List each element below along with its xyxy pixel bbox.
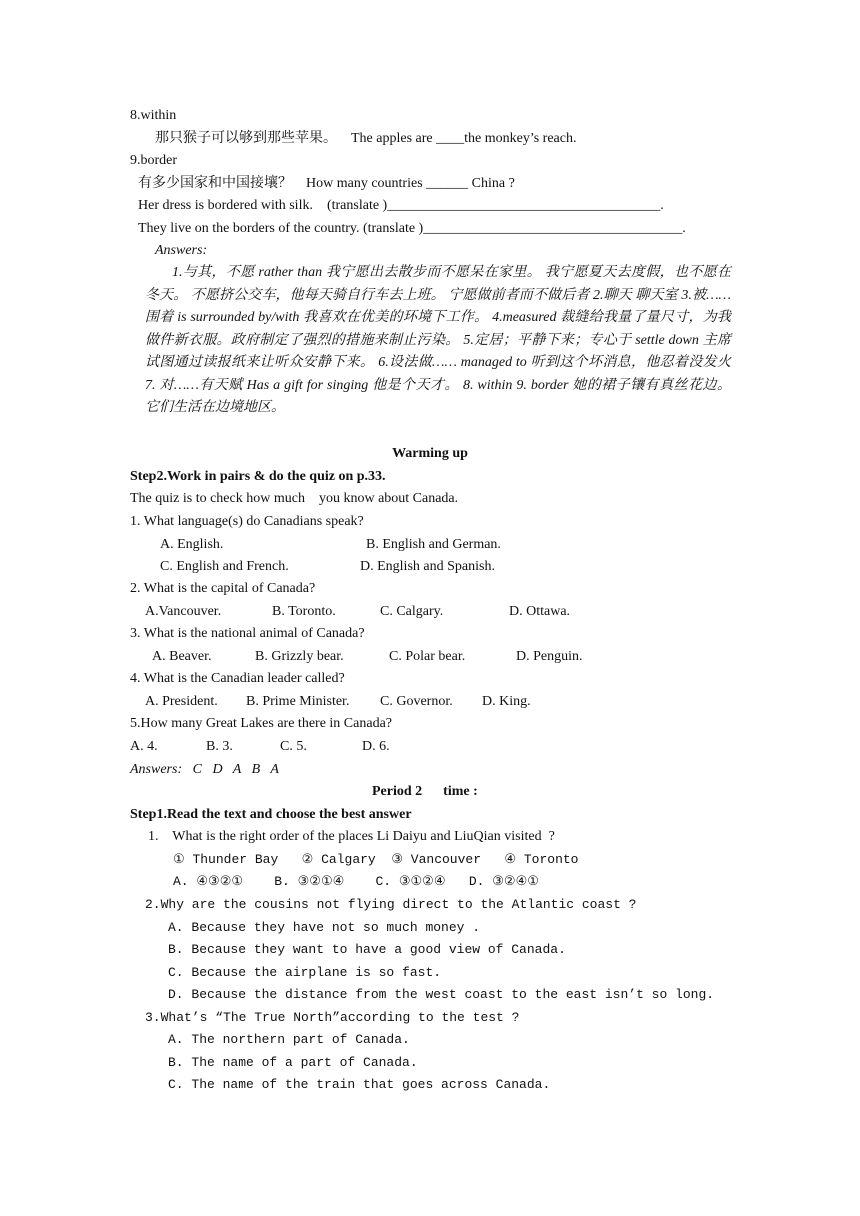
vocab-item-border: 9.border [130,153,178,168]
vocab-answers-label: Answers: [155,243,208,258]
quiz-question-1: 1. What language(s) do Canadians speak? [130,514,364,529]
quiz-question-2: 2. What is the capital of Canada? [130,581,316,596]
quiz-q4-option-b: B. Prime Minister. [246,694,350,709]
quiz-q4-option-a: A. President. [145,694,218,709]
quiz-q3-option-d: D. Penguin. [516,649,583,664]
quiz-q5-option-a: A. 4. [130,739,158,754]
quiz-intro: The quiz is to check how much you know about Canada. [130,491,459,506]
quiz-q1-option-b: B. English and German. [366,537,501,552]
reading-q3-option-b: B. The name of a part of Canada. [168,1055,418,1070]
period2-heading: Period 2 time : [372,784,478,799]
quiz-question-5: 5.How many Great Lakes are there in Canada? [130,716,392,731]
quiz-q4-option-d: D. King. [482,694,531,709]
quiz-q1-option-a: A. English. [160,537,224,552]
reading-question-1: 1. What is the right order of the places Li Daiyu and LiuQian visited ? [148,829,555,844]
reading-q2-option-b: B. Because they want to have a good view of Canada. [168,942,566,957]
vocab-example-border-1: 有多少国家和中国接壤？ How many countries ______ China ? [138,176,515,191]
reading-q2-option-a: A. Because they have not so much money . [168,920,481,935]
quiz-q5-option-c: C. 5. [280,739,307,754]
quiz-q5-option-b: B. 3. [206,739,233,754]
vocab-example-border-3: They live on the borders of the country. (translate )_____________________________________. [138,221,686,236]
quiz-q5-option-d: D. 6. [362,739,390,754]
quiz-answers: Answers: C D A B A [130,762,279,777]
vocab-example-within: 那只猴子可以够到那些苹果。 The apples are ____the monkey’s reach. [155,131,577,146]
reading-q2-option-d: D. Because the distance from the west coast to the east isn’t so long. [168,987,715,1002]
reading-q2-option-c: C. Because the airplane is so fast. [168,965,442,980]
step1-heading: Step1.Read the text and choose the best answer [130,807,412,822]
vocab-item-within: 8.within [130,108,177,123]
quiz-q2-option-c: C. Calgary. [380,604,444,619]
quiz-q3-option-c: C. Polar bear. [389,649,466,664]
quiz-q2-option-a: A.Vancouver. [145,604,222,619]
quiz-question-4: 4. What is the Canadian leader called? [130,671,345,686]
reading-q1-options: A. ④③②① B. ③②①④ C. ③①②④ D. ③②④① [173,874,539,889]
quiz-question-3: 3. What is the national animal of Canada? [130,626,365,641]
reading-q3-option-c: C. The name of the train that goes across Canada. [168,1077,551,1092]
quiz-q3-option-a: A. Beaver. [152,649,212,664]
reading-q1-places: ① Thunder Bay ② Calgary ③ Vancouver ④ Toronto [173,852,579,867]
quiz-q1-option-d: D. English and Spanish. [360,559,495,574]
reading-q3-option-a: A. The northern part of Canada. [168,1032,410,1047]
step2-heading: Step2.Work in pairs & do the quiz on p.33. [130,469,386,484]
quiz-q2-option-b: B. Toronto. [272,604,336,619]
quiz-q1-option-c: C. English and French. [160,559,289,574]
quiz-q4-option-c: C. Governor. [380,694,453,709]
reading-question-2: 2.Why are the cousins not flying direct to the Atlantic coast ? [145,897,637,912]
reading-question-3: 3.What’s “The True North”according to the test ? [145,1010,520,1025]
quiz-q2-option-d: D. Ottawa. [509,604,571,619]
vocab-answers-text: 1.与其，不愿 rather than 我宁愿出去散步而不愿呆在家里。 我宁愿夏天去度假，也不愿在冬天。 不愿挤公交车，他每天骑自行车去上班。 宁愿做前者而不做后者 2.聊天 聊天室 3.被……围着 is surrounded by/with 我喜欢在优美的环境下工作。 4.measured 裁缝给我量了量尺寸，为我做件新衣服。政府制定了强烈的措施来制止污染。 5.定居；平静下来；专心于 settle down 主席试图通过读报纸来让听众安静下来。 6.设法做…… managed to 听到这个坏消息，他忍着没发火 7. 对……有天赋 Has a gift for singing 他是个天才。 8. within 9. border 她的裙子镶有真丝花边。 它们生活在边境地区。 [145,265,731,415]
vocab-example-border-2: Her dress is bordered with silk. (translate )_______________________________________. [138,198,664,213]
quiz-q3-option-b: B. Grizzly bear. [255,649,344,664]
section-heading-warming-up: Warming up [392,446,468,461]
